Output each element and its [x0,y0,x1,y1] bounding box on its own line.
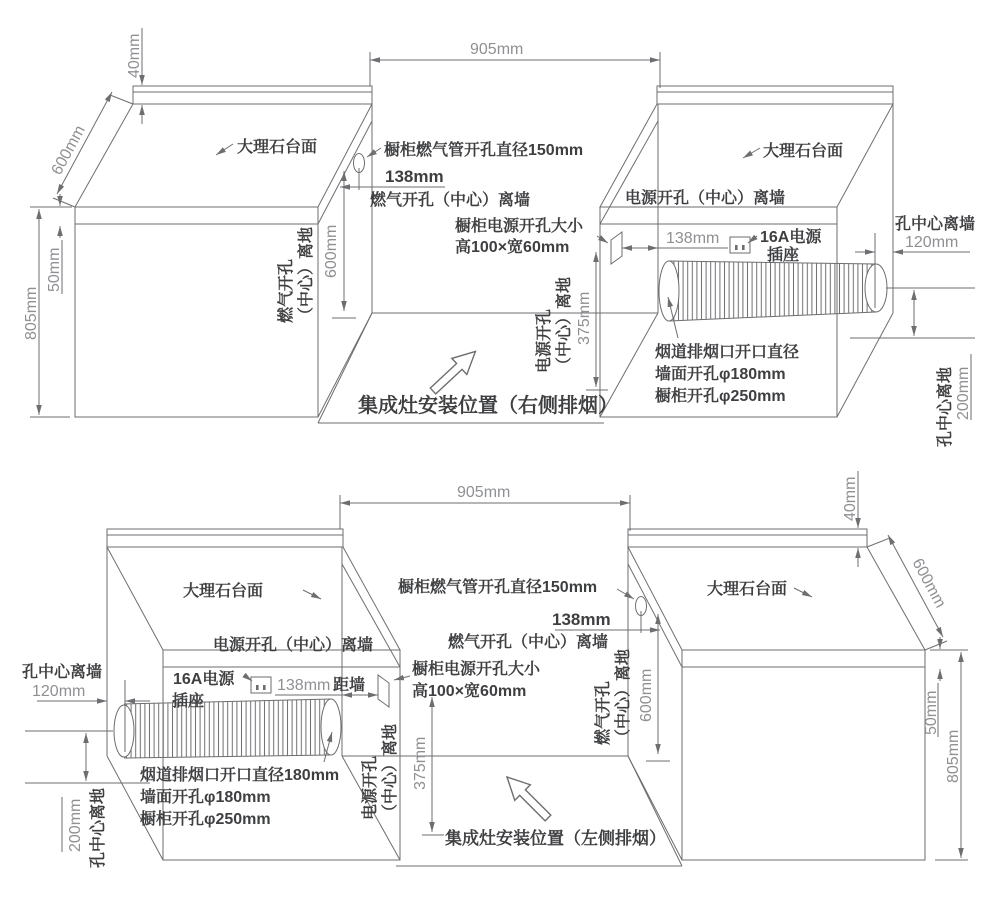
socket-label-2: 插座 [172,693,205,710]
hole-floor-dim-label: 200mm [67,798,84,852]
duct-open-end [659,261,679,321]
flue-line3: 橱柜开孔φ250mm [655,388,786,405]
duct-wall-end [865,264,887,312]
dim-height [23,207,72,417]
flue-line2: 墙面开孔φ180mm [655,366,786,383]
power-socket-icon [730,237,750,253]
hole-wall-dim-label: 120mm [905,234,959,251]
marble-label-right: 大理石台面 [707,581,788,598]
hole-wall-note: 孔中心离墙 [22,664,103,681]
gas-floor-note-2: （中心）离地 [615,648,632,745]
power-floor-dim-label: 375mm [412,736,429,790]
power-wall-note: 电源开孔（中心）离墙 [625,190,786,207]
duct-wall-end [114,705,134,757]
dim-height [930,650,968,860]
dim-counter-band [46,194,63,294]
socket-label-2: 插座 [767,247,800,264]
gas-floor-dim [276,171,356,324]
dim-top-thickness [842,471,859,567]
flue-line1: 烟道排烟口开口直径180mm [140,767,340,784]
bottom-caption: 集成灶安装位置（左侧排烟） [445,829,666,848]
hole-wall-dim [855,214,975,252]
power-offset-dim [622,230,728,248]
marble-label-right: 大理石台面 [763,143,844,160]
top-diagram [23,28,975,447]
power-socket-icon [251,677,271,693]
socket-label-1: 16A电源 [760,229,822,246]
gas-floor-note-2: （中心）离地 [298,226,315,323]
hole-wall-dim [22,662,150,701]
flue-line1: 烟道排烟口开口直径 [655,344,800,361]
gas-offset-label: 138mm [385,167,444,186]
hole-wall-dim-label: 120mm [32,683,86,700]
dim-40-label: 40mm [126,33,143,78]
install-direction-arrow-icon [425,343,482,399]
gas-hole-icon [636,597,647,634]
install-direction-arrow-icon [499,769,556,826]
dim-600-depth-label: 600mm [48,122,89,178]
power-floor-dim [360,697,444,835]
power-wall-note: 电源开孔（中心）离墙 [213,637,374,654]
gas-floor-note-1: 燃气开孔 [595,680,612,745]
gas-offset-label: 138mm [552,610,611,629]
dim-805-label: 805mm [945,729,962,783]
dim-50-label: 50mm [923,690,940,735]
power-floor-note-2: （中心）离地 [382,723,399,820]
power-floor-note-1: 电源开孔 [362,755,379,820]
power-size-callout [394,659,541,700]
socket-label-1: 16A电源 [173,671,235,688]
gas-wall-note: 燃气开孔（中心）离墙 [448,634,609,651]
dim-905-label: 905mm [470,41,524,58]
power-opening-mark [611,232,622,264]
power-floor-dim [534,252,608,390]
gas-floor-dim-label: 600mm [638,668,655,722]
gas-hole-callout [398,577,660,651]
hole-floor-dim-label: 200mm [955,366,972,420]
dim-600-depth-label: 600mm [908,555,949,611]
power-size-line1: 橱柜电源开孔大小 [412,661,541,678]
gas-hole-label: 橱柜燃气管开孔直径150mm [398,579,598,596]
flue-line2: 墙面开孔φ180mm [140,789,271,806]
power-size-line2: 高100×宽60mm [412,683,527,700]
hole-floor-note: 孔中心离地 [937,366,954,447]
gas-hole-icon [354,154,365,191]
socket-callout [748,227,822,264]
hole-wall-note: 孔中心离墙 [895,216,976,233]
top-caption: 集成灶安装位置（右侧排烟） [358,395,618,417]
gas-wall-note: 燃气开孔（中心）离墙 [370,192,531,209]
dim-50-label: 50mm [46,247,63,292]
gas-floor-dim-label: 600mm [323,224,340,278]
dim-805-label: 805mm [23,286,40,340]
bottom-right-cabinet-outline [628,529,925,860]
duct-open-end [321,699,341,755]
power-size-line2: 高100×宽60mm [455,239,570,256]
power-floor-note-2: （中心）离地 [556,276,573,373]
power-offset-label: 138mm [666,230,720,247]
power-floor-note-1: 电源开孔 [536,308,553,373]
dim-counter-band [923,637,940,737]
power-size-line1: 橱柜电源开孔大小 [455,218,584,235]
gas-hole-label: 橱柜燃气管开孔直径150mm [384,142,584,159]
gas-hole-callout [340,140,583,209]
power-floor-dim-label: 375mm [576,291,593,345]
power-opening-mark [378,675,389,707]
dim-depth [49,92,133,207]
dim-gap [340,484,630,531]
dim-top-thickness [126,28,143,124]
hole-floor-note: 孔中心离地 [90,787,107,868]
power-offset-label: 138mm [277,677,331,694]
dim-40-label: 40mm [842,476,859,521]
power-size-callout [455,216,608,256]
gas-floor-note-1: 燃气开孔 [278,258,295,323]
power-offset-suffix: 距墙 [333,677,366,694]
power-offset-dim [275,676,378,695]
marble-label-left: 大理石台面 [183,583,264,600]
bottom-diagram [22,471,968,868]
flue-line3: 橱柜开孔φ250mm [140,811,271,828]
dim-gap [370,41,660,88]
dim-depth [867,535,949,650]
dim-905-label: 905mm [457,484,511,501]
marble-label-left: 大理石台面 [237,139,318,156]
